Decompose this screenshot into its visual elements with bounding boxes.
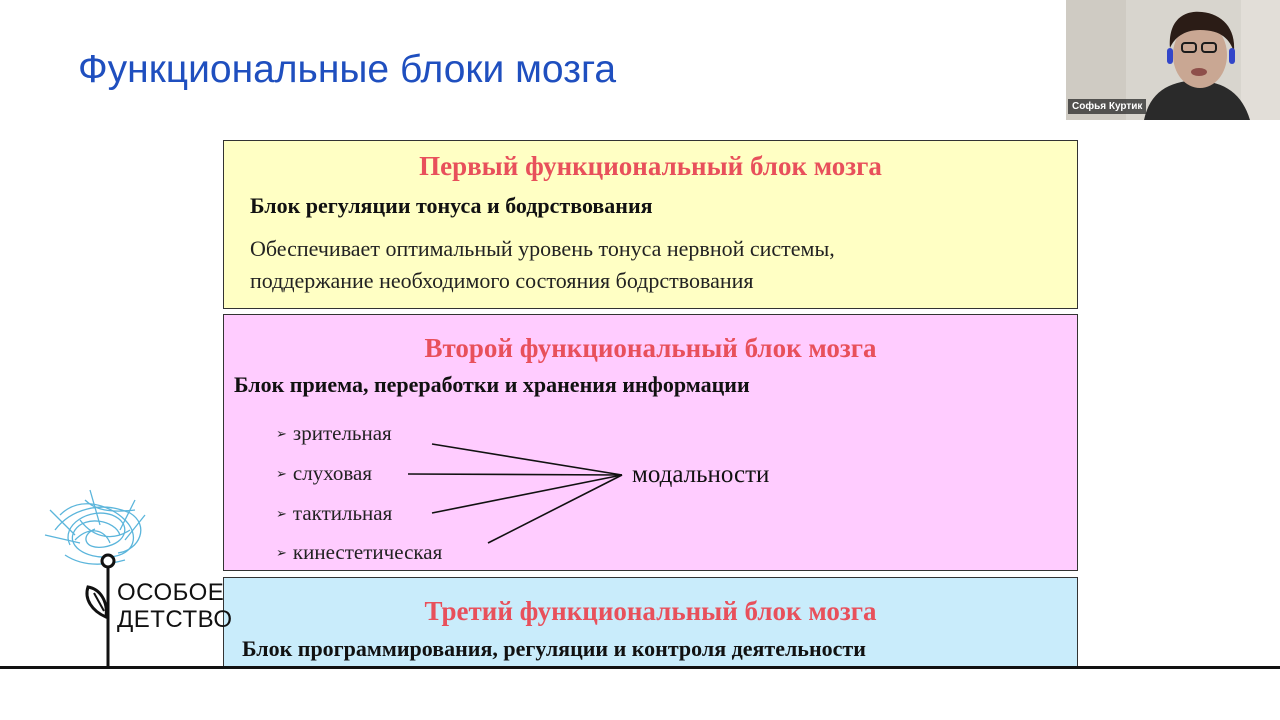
first-block-description (250, 233, 835, 297)
participant-name-label: Софья Куртик (1068, 99, 1146, 114)
modality-item (276, 461, 372, 486)
second-block-panel (223, 314, 1078, 571)
modality-group-label: модальности (632, 461, 770, 488)
connector-line (432, 475, 622, 513)
first-block-description-line: поддержание необходимого состояния бодрствования (250, 268, 754, 293)
arrowhead-bullet-icon: ➢ (276, 426, 287, 441)
modality-item (276, 540, 442, 565)
logo-graphic (40, 485, 230, 668)
modality-label: тактильная (292, 501, 393, 525)
arrowhead-bullet-icon: ➢ (276, 545, 287, 560)
second-block-subtitle: Блок приема, переработки и хранения информации (234, 372, 750, 397)
connector-line (432, 444, 622, 475)
first-block-panel (223, 140, 1078, 309)
slide-title: Функциональные блоки мозга (78, 48, 617, 91)
first-block-subtitle: Блок регуляции тонуса и бодрствования (250, 193, 653, 218)
third-block-title: Третий функциональный блок мозга (424, 596, 877, 626)
modality-item (276, 421, 392, 446)
arrowhead-bullet-icon: ➢ (276, 506, 287, 521)
third-block-subtitle: Блок программирования, регуляции и контроля деятельности (242, 636, 866, 661)
second-block-title: Второй функциональный блок мозга (424, 333, 877, 363)
logo-text-line: ДЕТСТВО (117, 606, 233, 633)
connector-line (488, 475, 622, 543)
modality-item (276, 501, 392, 526)
osoboe-detstvo-logo (40, 485, 233, 668)
first-block-title: Первый функциональный блок мозга (419, 151, 882, 181)
connector-line (408, 474, 622, 475)
logo-text-line: ОСОБОЕ (117, 579, 225, 606)
modality-label: кинестетическая (292, 540, 443, 564)
participant-video-tile[interactable] (1066, 0, 1280, 120)
modality-label: слуховая (292, 461, 373, 485)
first-block-description-line: Обеспечивает оптимальный уровень тонуса нервной системы, (250, 236, 835, 261)
modality-label: зрительная (292, 421, 392, 445)
arrowhead-bullet-icon: ➢ (276, 466, 287, 481)
third-block-panel (223, 577, 1078, 667)
